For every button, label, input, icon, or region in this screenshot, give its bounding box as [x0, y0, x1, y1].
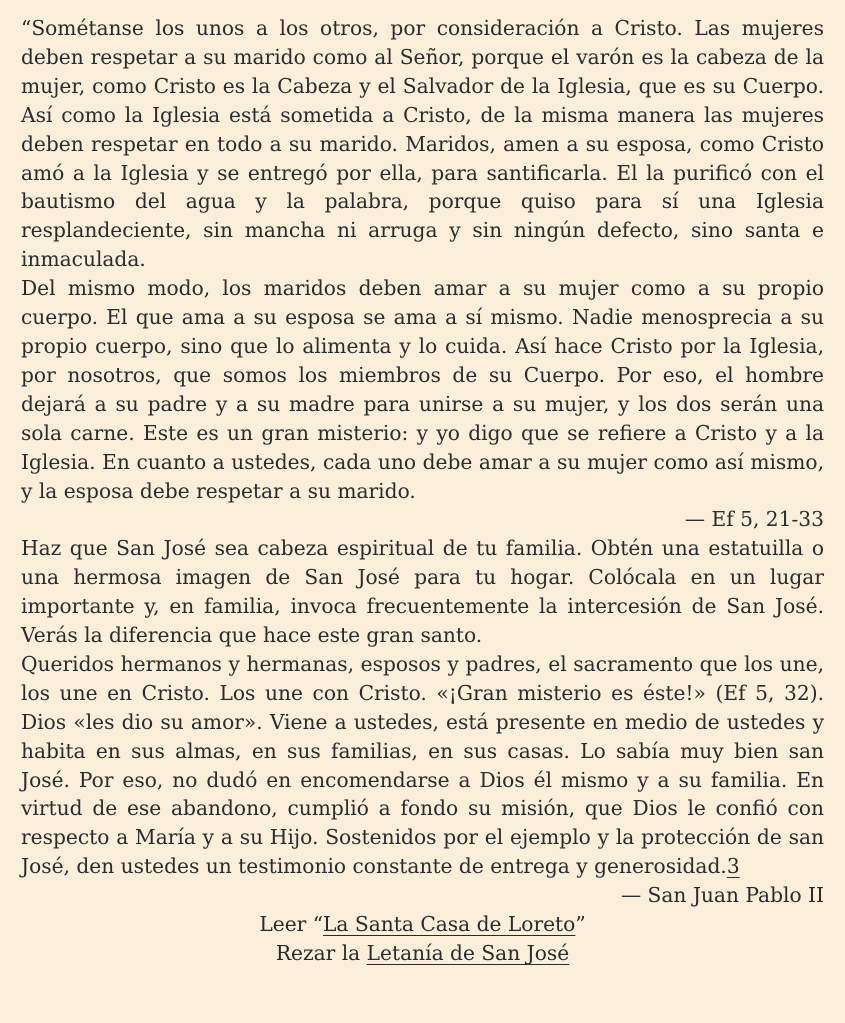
pray-line: [21, 939, 824, 968]
read-prefix: Leer “: [259, 912, 324, 937]
letania-san-jose-link[interactable]: Letanía de San José: [366, 941, 570, 965]
scripture-citation: — Ef 5, 21-33: [684, 507, 824, 532]
papal-quote-paragraph: [21, 650, 824, 881]
exhortation-paragraph: Haz que San José sea cabeza espiritual de tu familia. Obtén una estatuilla o una hermosa imagen de San José para tu hogar. Colócala en un lugar importante y, en familia, invoca frecuentemente la intercesión de San José. Verás la diferencia que hace este gran santo.: [21, 536, 824, 648]
read-line: [21, 910, 824, 939]
scripture-paragraph-1: “Sométanse los unos a los otros, por consideración a Cristo. Las mujeres deben respetar a su marido como al Señor, porque el varón es la cabeza de la mujer, como Cristo es la Cabeza y el Salvador de la Iglesia, que es su Cuerpo. Así como la Iglesia está sometida a Cristo, de la misma manera las mujeres deben respetar en todo a su marido. Maridos, amen a su esposa, como Cristo amó a la Iglesia y se entregó por ella, para santificarla. El la purificó con el bautismo del agua y la palabra, porque quiso para sí una Iglesia resplandeciente, sin mancha ni arruga y sin ningún defecto, sino santa e inmaculada.: [21, 16, 824, 272]
santa-casa-loreto-link[interactable]: La Santa Casa de Loreto: [323, 912, 576, 937]
pray-prefix: Rezar la: [275, 941, 367, 965]
footnote-link[interactable]: 3: [726, 854, 740, 879]
papal-quote-text: Queridos hermanos y hermanas, esposos y padres, el sacramento que los une, los une en Cristo. Los une con Cristo. «¡Gran misterio es éste!» (Ef 5, 32). Dios «les dio su amor». Viene a ustedes, está presente en medio de ustedes y habita en sus almas, en sus familias, en sus casas. Lo sabía muy bien san José. Por eso, no dudó en encomendarse a Dios él mismo y a su familia. En virtud de ese abandono, cumplió a fondo su misión, que Dios le confió con respecto a María y a su Hijo. Sostenidos por el ejemplo y la protección de san José, den ustedes un testimonio constante de entrega y generosidad.: [21, 651, 824, 879]
read-suffix: ”: [575, 912, 586, 937]
scripture-paragraph-2: Del mismo modo, los maridos deben amar a su mujer como a su propio cuerpo. El que ama a su esposa se ama a sí mismo. Nadie menosprecia a su propio cuerpo, sino que lo alimenta y lo cuida. Así hace Cristo por la Iglesia, por nosotros, que somos los miembros de su Cuerpo. Por eso, el hombre dejará a su padre y a su madre para unirse a su mujer, y los dos serán una sola carne. Este es un gran misterio: y yo digo que se refiere a Cristo y a la Iglesia. En cuanto a ustedes, cada uno debe amar a su mujer como así mismo, y la esposa debe respetar a su marido.: [21, 276, 824, 503]
papal-quote-attribution: — San Juan Pablo II: [620, 883, 824, 908]
